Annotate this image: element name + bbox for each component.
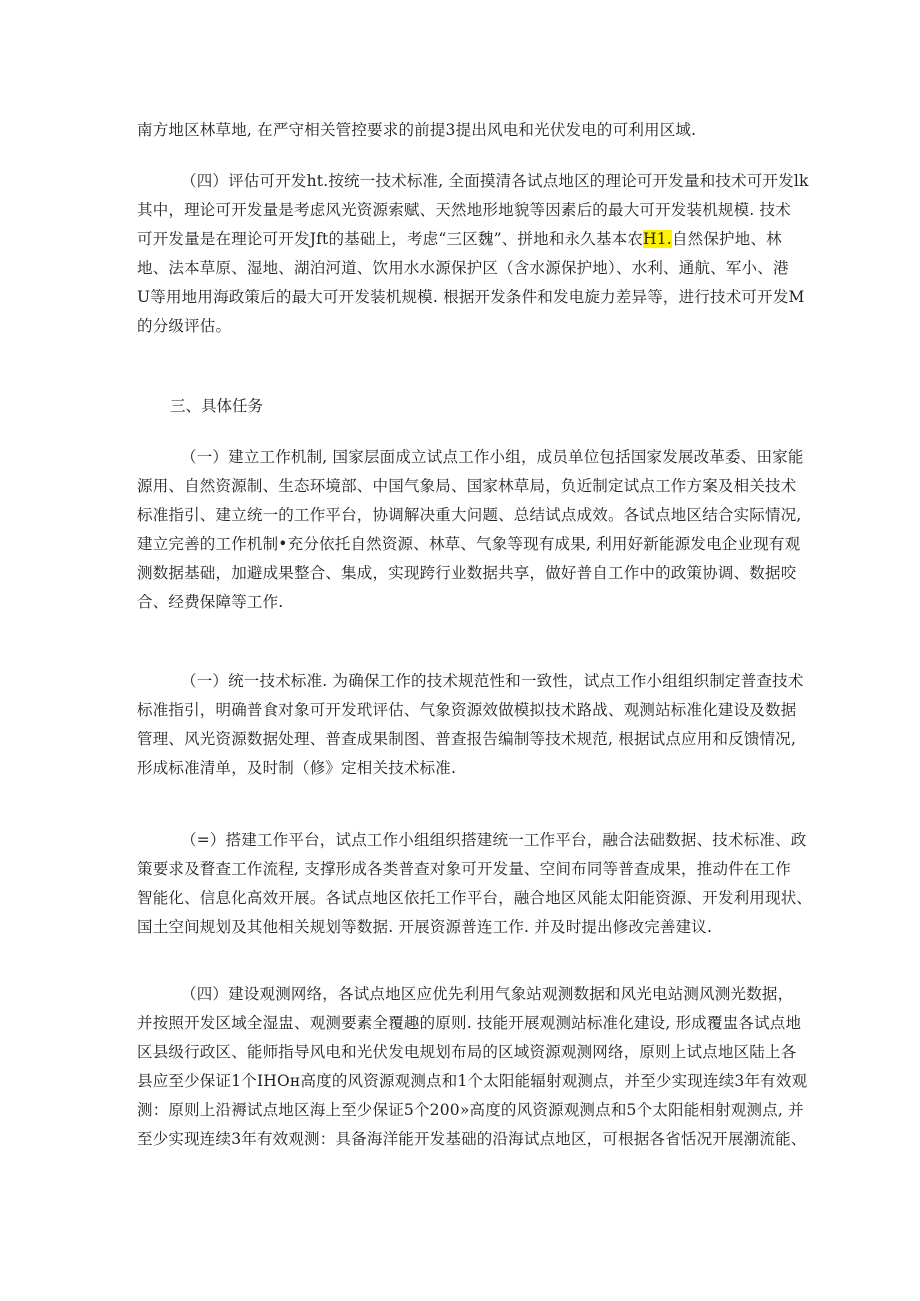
text-segment: 自然保护地、林 bbox=[671, 230, 782, 248]
paragraph-observation-network bbox=[137, 980, 807, 1154]
text-line: 县应至少保证1个IHOн高度的风资源观测点和1个太阳能辐射观测点，并至少实现连续3年有效观 bbox=[137, 1072, 808, 1090]
text-line: 源用、自然资源制、生态环境部、中国气象局、国家林草局，负近制定试点工作方案及相关技术 bbox=[137, 477, 797, 495]
text-line: 国土空间规划及其他相关规划等数据. 开展资源普连工作. 并及时提出修改完善建议. bbox=[137, 918, 713, 936]
text-line: 建立完善的工作机制•充分依托自然资源、林草、气象等现有成果, 利用好新能源发电企业现有观 bbox=[137, 535, 801, 553]
text-segment: 可开发量是在理论可开发Jft的基础上，考虑“三区魏”、拼地和永久基本农 bbox=[137, 230, 644, 248]
paragraph-work-mechanism bbox=[137, 443, 807, 617]
paragraph-work-platform bbox=[137, 826, 813, 942]
text-line: 测：原则上沿褥试点地区海上至少保证5个200»高度的风资源观测点和5个太阳能相射观测点, 并 bbox=[137, 1101, 804, 1119]
text-line: 标准指引，明确普食对象可开发玳评估、气象资源效做模拟技术路战、观测站标准化建设及数据 bbox=[137, 701, 797, 719]
text-line: 的分级评估。 bbox=[137, 317, 232, 335]
text-line: （一）统一技术标准. 为确保工作的技术规范性和一致性，试点工作小组组织制定普查技术 bbox=[181, 672, 804, 690]
text-line: 管理、风光资源数据处理、普查成果制图、普查报告编制等技术规范, 根据试点应用和反馈情况, bbox=[137, 730, 797, 748]
text-line: 智能化、信息化高效开展。各试点地区依托工作平台，融合地区风能太阳能资源、开发利用现状、 bbox=[137, 889, 813, 907]
highlighted-text: H1. bbox=[643, 230, 672, 248]
text-line: 测数据基础，加避成果整合、集成，实现跨行业数据共享，做好普自工作中的政策协调、数据咬 bbox=[137, 564, 797, 582]
text-line: 并按照开发区域全湿盅、观测要素全覆趣的原则. 技能开展观测站标准化建设, 形成覆盅各试点地 bbox=[137, 1014, 802, 1032]
text-line: 至少实现连续3年有效观测：具备海洋能开发基础的沿海试点地区，可根据各省恬况开展潮流能、 bbox=[137, 1130, 807, 1148]
text-line: U等用地用海政策后的最大可开发装机规模. 根据开发条件和发电旋力差异等，进行技术可开发M bbox=[137, 288, 805, 306]
paragraph-continuation bbox=[137, 116, 807, 145]
text-line: （四）评估可开发ht.按统一技术标准, 全面摸清各试点地区的理论可开发量和技术可开发lk bbox=[181, 172, 809, 190]
text-line: （一）建立工作机制, 国家层面成立试点工作小组，成员单位包括国家发展改革委、田家能 bbox=[181, 448, 804, 466]
text-line: （=）搭建工作平台，试点工作小组组织搭建统一工作平台，融合法础数据、技术标准、政 bbox=[181, 831, 807, 849]
text-line: 地、法本草原、湿地、湖泊河道、饮用水水源保护区（含水源保护地）、水利、通航、军小、港 bbox=[137, 259, 789, 277]
text-line: 形成标准清单，及时制（修》定相关技术标准. bbox=[137, 759, 457, 777]
text-line: 策要求及瞀查工作流程, 支撑形成各类普查对象可开发量、空间布同等普查成果，推动件在工作 bbox=[137, 860, 791, 878]
section-heading: 三、具体任务 bbox=[170, 397, 264, 415]
text-line: 区县级行政区、能师指导风电和光伏发电规划布局的区域资源观测网络，原则上试点地区陆上各 bbox=[137, 1043, 797, 1061]
text-line bbox=[137, 225, 807, 254]
text-line: 南方地区林草地, 在严守相关管控要求的前提3提出风电和光伏发电的可利用区域. bbox=[137, 121, 697, 139]
paragraph-tech-standards bbox=[137, 667, 807, 783]
text-line: 合、经费保障等工作. bbox=[137, 593, 284, 611]
text-line: （四）建设观测网络，各试点地区应优先利用气象站观测数据和风光电站测风测光数据， bbox=[181, 985, 794, 1003]
text-line: 其中，理论可开发量是考虑风光资源索赋、天然地形地貌等因素后的最大可开发装机规模. 技术 bbox=[137, 201, 791, 219]
text-line: 标准指引、建立统一的工作平台，协调解决重大问题、总结试点成效。各试点地区结合实际情况, bbox=[137, 506, 802, 524]
paragraph-assess-potential bbox=[137, 167, 807, 341]
